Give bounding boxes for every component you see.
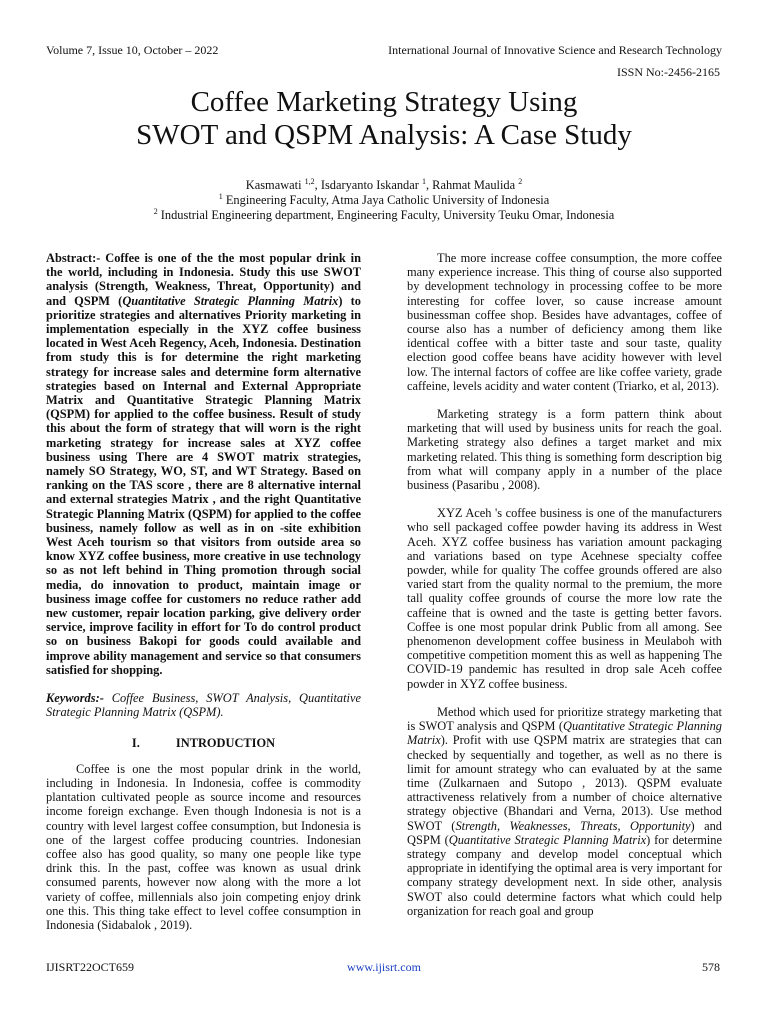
affiliation-1 bbox=[0, 193, 768, 208]
abstract bbox=[46, 251, 361, 677]
issn: ISSN No:-2456-2165 bbox=[616, 65, 720, 79]
page-number: 578 bbox=[702, 960, 720, 974]
abstract-text: Abstract:- Coffee is one of the the most popular drink in the world, including in Indonesia. Study this use SWOT analysis (Strength, Weakness, Threat, Opportunity) and and QSPM ( bbox=[46, 251, 361, 308]
body-paragraph: The more increase coffee consumption, the more coffee many experience increase. This thing of course also supported by development technology in processing coffee to be more interesting for coffee lover, so cause increase amount businessman coffee shop. Besides have advantages, coffee of course also has a number of deficiency among them like identical coffee with a bitter taste and sour taste, quality election good coffee beans have acidity however with level low. The internal factors of coffee are like coffee variety, grade caffeine, levels acidity and water content (Triarko, et al, 2013). bbox=[407, 251, 722, 393]
body-paragraph: XYZ Aceh 's coffee business is one of the manufacturers who sell packaged coffee powder having its address in West Aceh. XYZ coffee business has variation amount packaging and variations based on type Acehnese specialty coffee powder, while for quality The coffee grounds offered are also varied start from the quality normal to the premium, the more tall quality coffee grounds of course the more low rate the caffeine that is owned and the taste is getting better favors. Coffee is one most popular drink Public from all among. See phenomenon development coffee business in Meulaboh with competitive competition moment this as well as happening The COVID-19 pandemic has resulted in drop sale Aceh coffee powder in XYZ coffee business. bbox=[407, 506, 722, 691]
keywords-text: Coffee Business, SWOT Analysis, Quantitative Strategic Planning Matrix (QSPM). bbox=[46, 691, 361, 720]
author-name: , Rahmat Maulida bbox=[425, 178, 519, 192]
section-heading bbox=[46, 736, 361, 750]
intro-paragraph: Coffee is one the most popular drink in the world, including in Indonesia. In Indonesia, coffee is commodity plantation cultivated people as source income and resources income foreign exchange. Even though Indonesia is not is a country with level largest coffee consumption, but Indonesia is one of the largest coffee producing countries. Indonesian coffee also has good quality, so many one people like type drink this. In the past, coffee was known as usual drink consumed parents, however now along with the more a lot variety of coffee, millennials also join competing enjoy drink one this. This thing take effect to level coffee consumption in Indonesia (Sidabalok , 2019). bbox=[46, 761, 361, 932]
body-paragraph: Marketing strategy is a form pattern think about marketing that will used by business units for reach the goal. Marketing strategy also defines a target market and mix marketing related. This thing is something form description big from what will company apply in a number of the place business (Pasaribu , 2008). bbox=[407, 407, 722, 493]
italic-term: Strength, Weaknesses, Threats, Opportunity bbox=[455, 818, 691, 833]
section-title: INTRODUCTION bbox=[175, 735, 276, 750]
left-column bbox=[46, 251, 361, 932]
abstract-text: ) to prioritize strategies and alternatives Priority marketing in implementation especially in the XYZ coffee business located in West Aceh Regency, Aceh, Indonesia. Destination from study this is for determine the right marketing strategy for increase sales and determine form alternative strategies based on Internal and External Appropriate Matrix and Quantitative Strategic Planning Matrix (QSPM) for applied to the coffee business. Result of study this about the form of strategy that will worn is the right marketing strategy for increase sales at XYZ coffee business using There are 4 SWOT matrix strategies, namely SO Strategy, WO, ST, and WT Strategy. Based on ranking on the TAS score , there are 8 alternative internal and external strategies Matrix , and the right Quantitative Strategic Planning Matrix (QSPM) for applied to the coffee business, namely follow as well as in on -site exhibition West Aceh tourism so that visitors from outside area so know XYZ coffee business, more creative in use technology so as not left behind in Thing promotion through social media, do innovation to product, maintain image or business image coffee for customers no reduce rather add new customer, repair location parking, give delivery order service, improve facility in effort for To do control product so on business Bakopi for goods could available and improve ability management and service so that consumers satisfied for shopping. bbox=[46, 293, 361, 677]
journal-url-link[interactable]: www.ijisrt.com bbox=[347, 960, 421, 974]
section-number: I. bbox=[131, 735, 140, 750]
right-column bbox=[407, 251, 722, 918]
author-name: , Isdaryanto Iskandar bbox=[314, 178, 422, 192]
author-affiliation-mark: 1,2 bbox=[304, 176, 315, 186]
author-affiliation-mark: 1 bbox=[421, 176, 426, 186]
paper-code: IJISRT22OCT659 bbox=[46, 960, 134, 974]
italic-term: Quantitative Strategic Planning Matrix bbox=[448, 832, 647, 847]
affiliation-mark: 1 bbox=[218, 191, 223, 201]
italic-term: Quantitative Strategic Planning Matrix bbox=[407, 719, 722, 748]
paragraph-text: ) and QSPM ( bbox=[407, 818, 722, 847]
author-affiliation-mark: 2 bbox=[518, 176, 523, 186]
affiliation-text: Engineering Faculty, Atma Jaya Catholic University of Indonesia bbox=[222, 193, 550, 207]
affiliation-text: Industrial Engineering department, Engineering Faculty, University Teuku Omar, Indonesia bbox=[157, 208, 615, 222]
paragraph-text: ). Profit with use QSPM matrix are strategies that can checked by sequentially and together, as well as no there is limit for amount strategy who can evaluated by at the same time (Zulkarnaen and Sutopo , 2013). QSPM evaluate attractiveness relatively from a number of choice alternative strategy objective (Bhandari and Verna, 2013). Use method SWOT ( bbox=[407, 733, 722, 833]
volume-info: Volume 7, Issue 10, October – 2022 bbox=[46, 43, 219, 57]
keywords bbox=[46, 691, 361, 719]
paragraph-text: ) for determine strategy company and develop model conceptual which appropriate in identifying the optimal area is very important for company strategy development next. In side other, analysis SWOT also could determine factors what which could help organization for reach goal and group bbox=[407, 832, 723, 918]
keywords-label: Keywords:- bbox=[46, 691, 104, 706]
abstract-italic-term: Quantitative Strategic Planning Matrix bbox=[122, 293, 339, 308]
author-list bbox=[0, 178, 768, 193]
paragraph-text: Method which used for prioritize strategy marketing that is SWOT analysis and QSPM ( bbox=[407, 704, 722, 734]
author-name: Kasmawati bbox=[245, 178, 305, 192]
affiliation-mark: 2 bbox=[153, 206, 158, 216]
title-line-1: Coffee Marketing Strategy Using bbox=[190, 86, 578, 118]
affiliation-2 bbox=[0, 208, 768, 223]
journal-name: International Journal of Innovative Science and Research Technology bbox=[388, 43, 722, 57]
paper-title bbox=[0, 86, 768, 152]
title-line-2: SWOT and QSPM Analysis: A Case Study bbox=[136, 119, 632, 151]
body-paragraph bbox=[407, 705, 722, 918]
